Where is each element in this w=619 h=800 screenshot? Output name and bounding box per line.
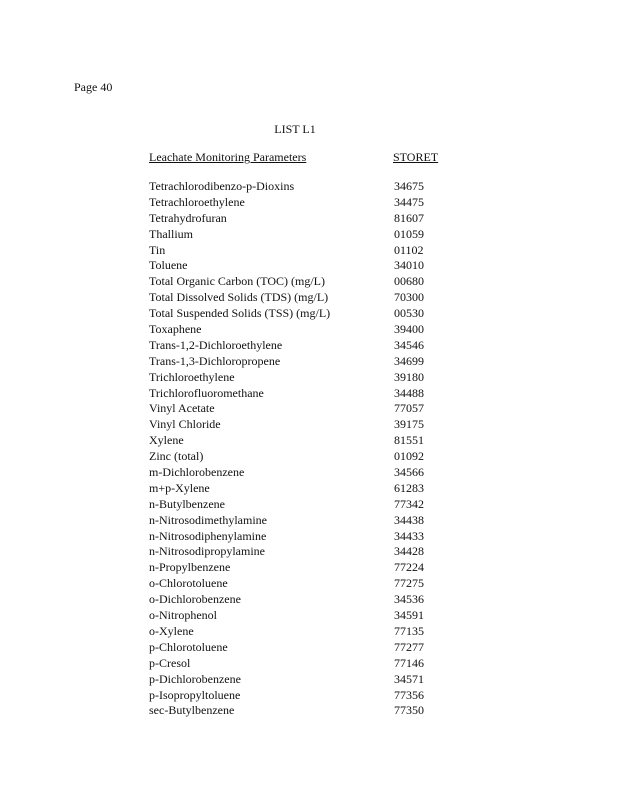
table-row [149,672,469,688]
parameter-name: m-Dichlorobenzene [149,465,245,480]
parameter-name: Tetrachloroethylene [149,194,245,209]
table-row [149,258,469,274]
table-row [149,529,469,545]
page-number: Page 40 [74,80,113,94]
storet-code: 77275 [394,576,424,591]
table-row [149,433,469,449]
storet-code: 34428 [394,544,424,559]
table-row [149,560,469,576]
storet-code: 34488 [394,385,424,400]
table-row [149,211,469,227]
parameter-name: Zinc (total) [149,449,204,464]
parameter-name: Vinyl Chloride [149,417,221,432]
storet-code: 77135 [394,623,424,638]
table-row [149,306,469,322]
parameter-name: n-Nitrosodipropylamine [149,544,265,559]
storet-code: 34546 [394,337,424,352]
storet-code: 70300 [394,290,424,305]
parameter-name: o-Chlorotoluene [149,576,228,591]
storet-code: 81551 [394,433,424,448]
table-row [149,290,469,306]
parameter-name: sec-Butylbenzene [149,703,235,718]
parameter-name: Total Suspended Solids (TSS) (mg/L) [149,306,331,321]
table-row [149,338,469,354]
table-row [149,513,469,529]
storet-code: 34536 [394,592,424,607]
parameter-name: Trichlorofluoromethane [149,385,264,400]
table-row [149,274,469,290]
storet-code: 00680 [394,274,424,289]
storet-code: 77342 [394,496,424,511]
parameter-name: Tin [149,242,166,257]
table-row [149,544,469,560]
parameter-name: Trans-1,3-Dichloropropene [149,353,281,368]
storet-code: 01092 [394,449,424,464]
storet-code: 39175 [394,417,424,432]
table-row [149,401,469,417]
parameter-name: n-Propylbenzene [149,560,231,575]
parameter-name: n-Butylbenzene [149,496,225,511]
table-row [149,497,469,513]
parameter-name: p-Isopropyltoluene [149,687,241,702]
storet-code: 77224 [394,560,424,575]
storet-code: 39180 [394,369,424,384]
storet-code: 01102 [394,242,424,257]
table-row [149,640,469,656]
parameter-name: p-Dichlorobenzene [149,671,241,686]
parameter-name: o-Nitrophenol [149,608,217,623]
table-row [149,449,469,465]
parameter-list [149,179,469,719]
list-title: LIST L1 [274,122,316,136]
parameter-name: Vinyl Acetate [149,401,215,416]
storet-code: 34566 [394,465,424,480]
parameter-name: Tetrahydrofuran [149,210,227,225]
table-row [149,227,469,243]
table-row [149,703,469,719]
parameter-column-header: Leachate Monitoring Parameters [149,150,307,164]
table-row [149,624,469,640]
table-row [149,386,469,402]
parameter-name: p-Cresol [149,655,191,670]
parameter-name: Trans-1,2-Dichloroethylene [149,337,283,352]
table-row [149,592,469,608]
parameter-name: Trichloroethylene [149,369,235,384]
table-row [149,370,469,386]
storet-code: 77146 [394,655,424,670]
parameter-name: n-Nitrosodimethylamine [149,512,267,527]
storet-code: 34591 [394,608,424,623]
storet-code: 77057 [394,401,424,416]
table-row [149,465,469,481]
parameter-name: o-Dichlorobenzene [149,592,241,607]
table-row [149,243,469,259]
parameter-name: p-Chlorotoluene [149,639,228,654]
parameter-name: o-Xylene [149,623,194,638]
table-row [149,608,469,624]
table-row [149,656,469,672]
storet-code: 39400 [394,322,424,337]
table-row [149,322,469,338]
parameter-name: Tetrachlorodibenzo-p-Dioxins [149,179,295,193]
storet-code: 61283 [394,480,424,495]
parameter-name: n-Nitrosodiphenylamine [149,528,267,543]
storet-code: 34699 [394,353,424,368]
storet-code: 01059 [394,226,424,241]
parameter-name: Xylene [149,433,184,448]
storet-code: 34475 [394,194,424,209]
storet-code: 77350 [394,703,424,718]
parameter-name: Total Organic Carbon (TOC) (mg/L) [149,274,326,289]
parameter-name: Toxaphene [149,322,202,337]
storet-code: 34675 [394,179,424,193]
storet-code: 77356 [394,687,424,702]
storet-code: 00530 [394,306,424,321]
table-row [149,195,469,211]
parameter-name: Toluene [149,258,188,273]
table-row [149,179,469,195]
parameter-name: m+p-Xylene [149,480,210,495]
storet-code: 81607 [394,210,424,225]
storet-code: 34010 [394,258,424,273]
storet-code: 77277 [394,639,424,654]
storet-code: 34571 [394,671,424,686]
storet-code: 34433 [394,528,424,543]
parameter-name: Thallium [149,226,193,241]
table-row [149,481,469,497]
storet-code: 34438 [394,512,424,527]
table-row [149,688,469,704]
storet-column-header: STORET [393,150,439,164]
table-row [149,576,469,592]
table-row [149,417,469,433]
parameter-name: Total Dissolved Solids (TDS) (mg/L) [149,290,329,305]
table-row [149,354,469,370]
